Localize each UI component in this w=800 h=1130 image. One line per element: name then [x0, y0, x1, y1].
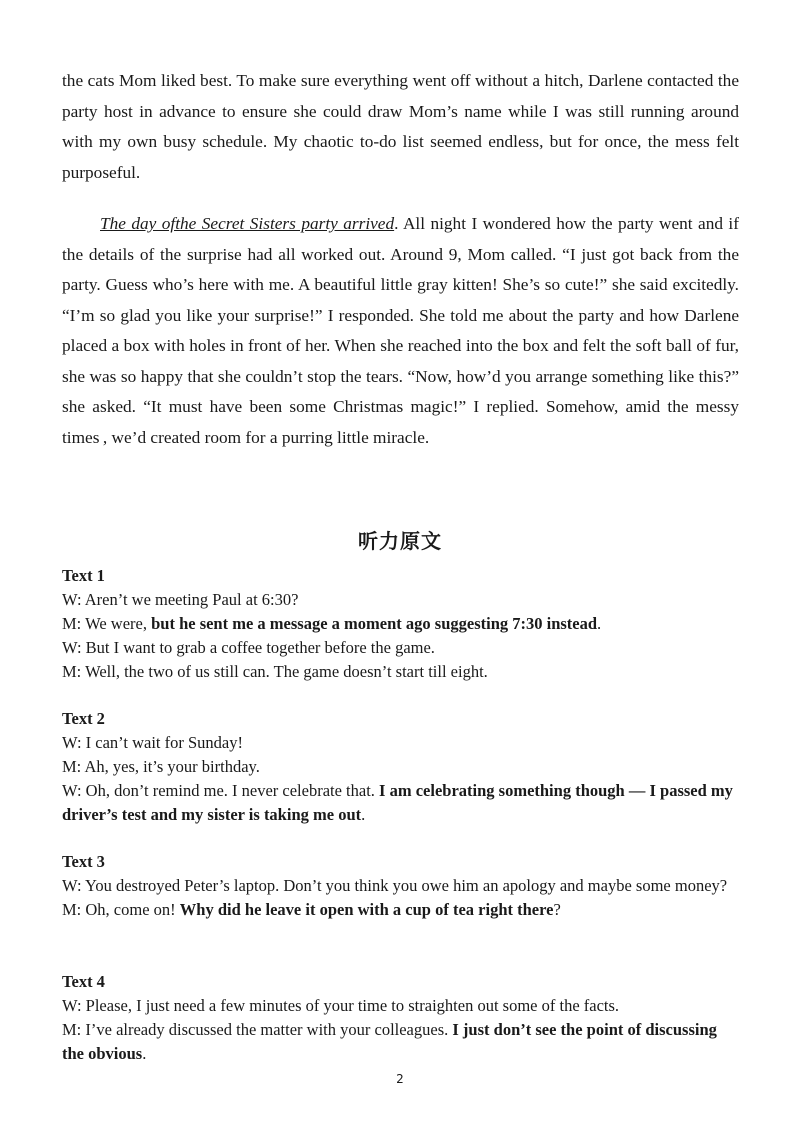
dialogue-line: W: But I want to grab a coffee together before the game.: [62, 638, 435, 657]
story-paragraph-1-text: the cats Mom liked best. To make sure everything went off without a hitch, Darlene contacted the party host in advance to ensure she could draw Mom’s name while I was still running around with my own busy schedule. My chaotic to-do list seemed endless, but for once, the mess felt purposeful.: [62, 71, 739, 182]
answer-highlight: I am celebrating something though — I passed my driver’s test and my sister is taking me out: [62, 781, 733, 824]
section-heading: 听力原文: [358, 529, 442, 553]
dialogue-line: W: Aren’t we meeting Paul at 6:30?: [62, 590, 299, 609]
answer-highlight: Why did he leave it open with a cup of tea right there: [179, 900, 554, 919]
listening-text-4: [62, 970, 742, 1066]
page-number: 2: [396, 1072, 404, 1086]
dialogue-line: W: I can’t wait for Sunday!: [62, 733, 243, 752]
dialogue-line: W: Please, I just need a few minutes of your time to straighten out some of the facts.: [62, 996, 620, 1015]
answer-highlight: I just don’t see the point of discussing the obvious: [62, 1020, 717, 1063]
dialogue-line: M: Well, the two of us still can. The game doesn’t start till eight.: [62, 662, 488, 681]
dialogue-line: M: I’ve already discussed the matter with your colleagues. I just don’t see the point of discussing the obvious.: [62, 1020, 717, 1063]
answer-highlight: but he sent me a message a moment ago suggesting 7:30 instead: [151, 614, 598, 633]
dialogue-line: M: Ah, yes, it’s your birthday.: [62, 757, 260, 776]
story-paragraph-1: [62, 66, 739, 188]
listening-text-2: [62, 707, 742, 827]
dialogue-line: W: Oh, don’t remind me. I never celebrate that. I am celebrating something though — I passed my driver’s test and my sister is taking me out.: [62, 781, 733, 824]
story-paragraph-2: [62, 209, 739, 453]
story-paragraph-2-text: . All night I wondered how the party went and if the details of the surprise had all worked out. Around 9, Mom called. “I just got back from the party. Guess who’s here with me. A beautiful little gray kitten! She’s so cute!” she said excitedly. “I’m so glad you like your surprise!” I responded. She told me about the party and how Darlene placed a box with holes in front of her. When she reached into the box and felt the soft ball of fur, she was so happy that she couldn’t stop the tears. “Now, how’d you arrange something like this?” she asked. “It must have been some Christmas magic!” I replied. Somehow, amid the messy times , we’d created room for a purring little miracle.: [62, 214, 739, 447]
text-title: Text 2: [62, 709, 105, 728]
underlined-phrase: The day ofthe Secret Sisters party arrived: [100, 214, 395, 233]
listening-text-1: [62, 564, 742, 684]
text-title: Text 1: [62, 566, 105, 585]
text-title: Text 4: [62, 972, 105, 991]
dialogue-line: M: We were, but he sent me a message a moment ago suggesting 7:30 instead.: [62, 614, 602, 633]
dialogue-line: M: Oh, come on! Why did he leave it open with a cup of tea right there?: [62, 900, 561, 919]
listening-text-3: [62, 850, 742, 922]
dialogue-line: W: You destroyed Peter’s laptop. Don’t you think you owe him an apology and maybe some money?: [62, 876, 728, 895]
text-title: Text 3: [62, 852, 105, 871]
